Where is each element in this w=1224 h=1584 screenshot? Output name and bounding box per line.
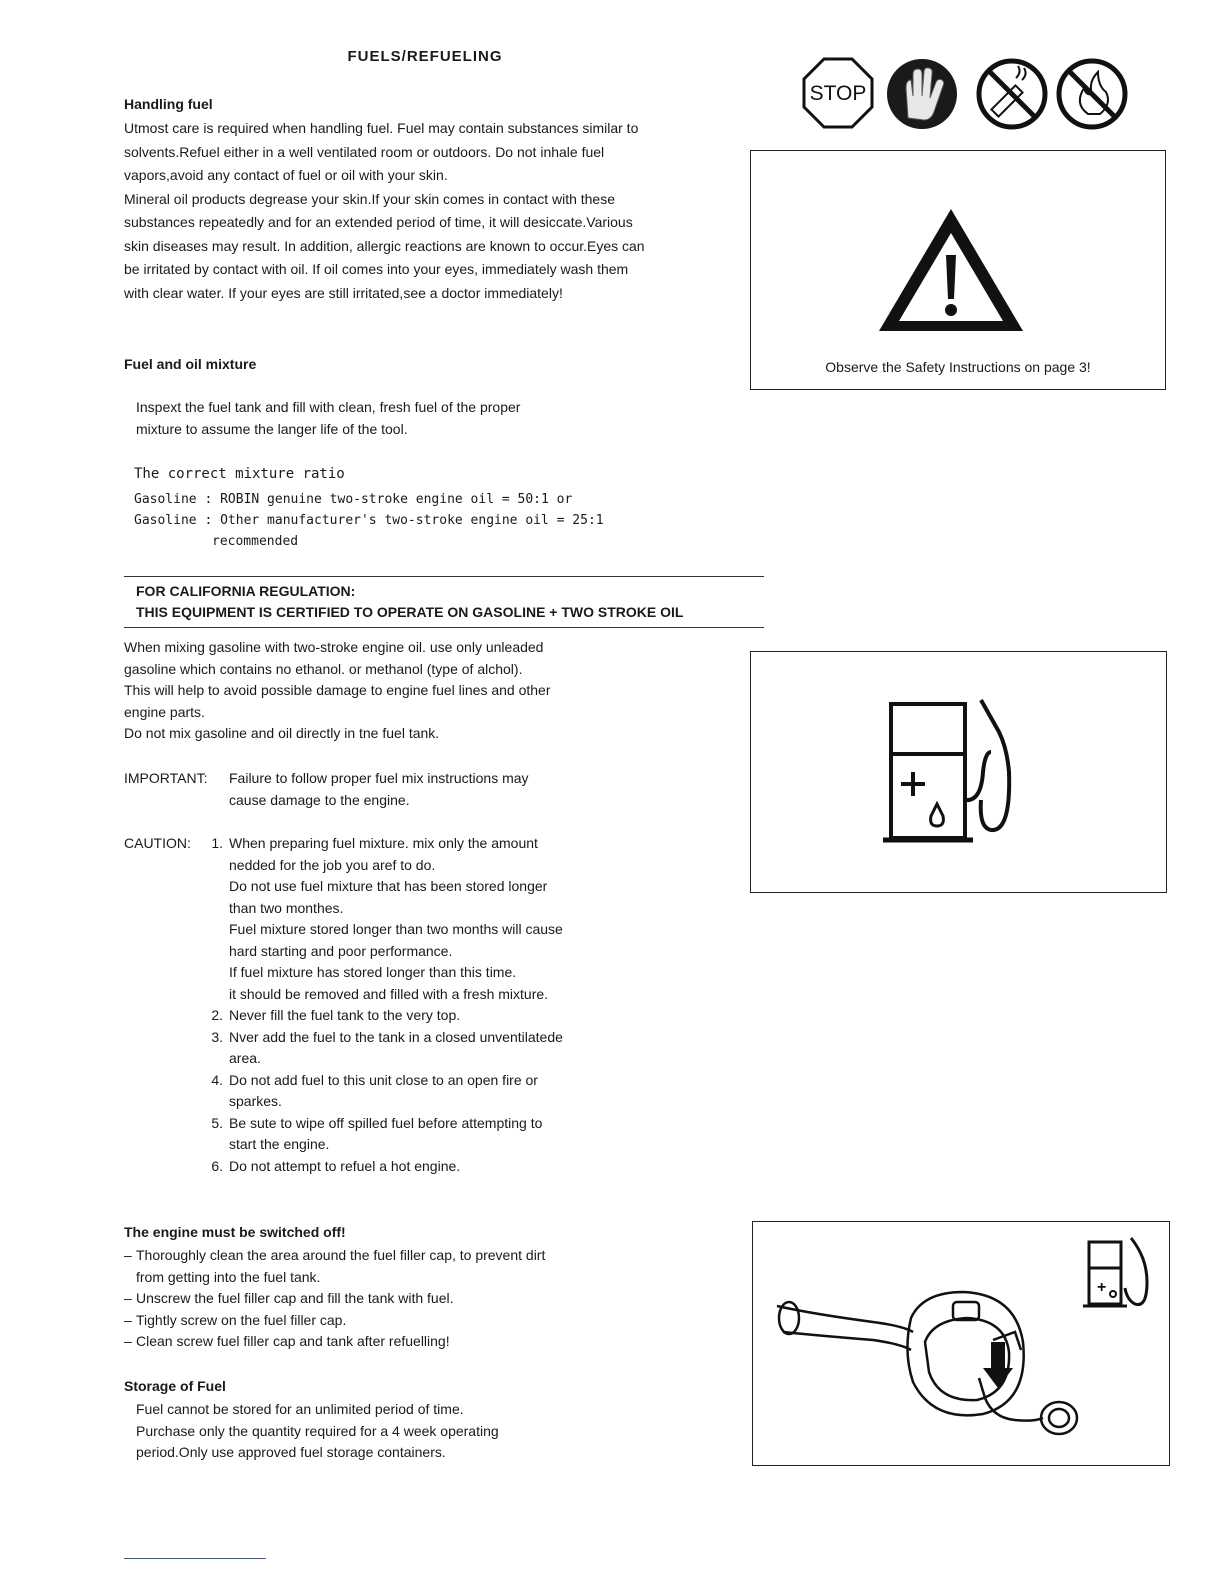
text-line: nedded for the job you aref to do. — [229, 856, 436, 873]
list-item — [124, 1245, 644, 1288]
fuel-pump-icon — [881, 692, 1031, 852]
mixture-ratio-line: Gasoline : Other manufacturer's two-stroke engine oil = 25:1 — [134, 513, 604, 528]
fuel-pump-box — [750, 651, 1167, 893]
text-line: Do not add fuel to this unit close to an open fire or — [229, 1071, 538, 1088]
gloves-icon — [887, 59, 957, 129]
caution-label: CAUTION: — [124, 835, 191, 851]
footnote-rule — [124, 1558, 266, 1559]
list-item — [124, 1288, 644, 1310]
text-line: cause damage to the engine. — [229, 791, 410, 808]
text-line: Clean screw fuel filler cap and tank after refuelling! — [136, 1333, 450, 1349]
text-line: If fuel mixture has stored longer than this time. — [229, 964, 517, 980]
list-number: 5. — [211, 1114, 223, 1131]
important-label: IMPORTANT: — [124, 770, 208, 786]
no-open-flame-icon — [1059, 61, 1125, 127]
text-line: Do not attempt to refuel a hot engine. — [229, 1157, 461, 1174]
stop-sign-label: STOP — [809, 82, 867, 105]
list-item — [205, 1070, 645, 1113]
warning-caption: Observe the Safety Instructions on page 3! — [825, 359, 1091, 375]
text-line: sparkes. — [229, 1093, 282, 1109]
text-line: Tightly screw on the fuel filler cap. — [136, 1311, 347, 1328]
engine-drawing — [777, 1292, 1077, 1434]
dash-marker: – — [124, 1311, 132, 1328]
mixture-ratio-line: recommended — [212, 534, 299, 549]
divider — [124, 627, 764, 628]
caution-list — [205, 833, 645, 1177]
text-line: it should be removed and filled with a fresh mixture. — [229, 985, 549, 1002]
list-item — [205, 1113, 645, 1156]
list-item — [205, 833, 645, 1005]
text-line: Nver add the fuel to the tank in a closed unventilatede — [229, 1028, 563, 1045]
text-line: Thoroughly clean the area around the fuel filler cap, to prevent dirt — [136, 1247, 546, 1263]
storage-heading: Storage of Fuel — [124, 1378, 226, 1394]
dash-marker: – — [124, 1247, 132, 1263]
text-line: Mineral oil products degrease your skin.If your skin comes in contact with these — [124, 190, 616, 207]
text-line: area. — [229, 1050, 261, 1066]
list-number: 6. — [211, 1157, 223, 1174]
text-line: Utmost care is required when handling fuel. Fuel may contain substances similar to — [124, 120, 639, 136]
engine-refueling-illustration — [753, 1222, 1169, 1465]
small-fuel-pump-icon — [1083, 1238, 1147, 1306]
important-text — [229, 768, 649, 811]
california-line-2: THIS EQUIPMENT IS CERTIFIED TO OPERATE ON GASOLINE + TWO STROKE OIL — [136, 604, 684, 620]
list-item — [124, 1331, 644, 1353]
no-smoking-icon — [979, 61, 1045, 127]
california-line-1: FOR CALIFORNIA REGULATION: — [136, 583, 356, 599]
mixture-ratio-line: Gasoline : ROBIN genuine two-stroke engine oil = 50:1 or — [134, 492, 573, 507]
stop-sign-icon — [804, 59, 872, 127]
text-line: Do not mix gasoline and oil directly in tne fuel tank. — [124, 725, 440, 741]
text-line: gasoline which contains no ethanol. or methanol (type of alchol). — [124, 660, 523, 677]
text-line: engine parts. — [124, 703, 205, 720]
mixture-heading: Fuel and oil mixture — [124, 356, 257, 372]
list-item — [205, 1005, 645, 1027]
list-number: 2. — [211, 1007, 223, 1023]
text-line: with clear water. If your eyes are still irritated,see a doctor immediately! — [124, 284, 563, 301]
dash-marker: – — [124, 1290, 132, 1306]
engine-off-list — [124, 1245, 644, 1353]
text-line: Inspext the fuel tank and fill with clean, fresh fuel of the proper — [136, 399, 521, 415]
mixture-intro — [136, 397, 696, 440]
text-line: be irritated by contact with oil. If oil comes into your eyes, immediately wash them — [124, 261, 629, 277]
text-line: Never fill the fuel tank to the very top. — [229, 1007, 461, 1023]
list-item — [124, 1310, 644, 1332]
text-line: skin diseases may result. In addition, allergic reactions are known to occur.Eyes can — [124, 237, 645, 254]
text-line: mixture to assume the langer life of the tool. — [136, 420, 408, 437]
page-title: FUELS/REFUELING — [347, 48, 503, 65]
list-item — [205, 1027, 645, 1070]
text-line: hard starting and poor performance. — [229, 942, 453, 959]
mixing-paragraph — [124, 637, 724, 745]
text-line: When mixing gasoline with two-stroke engine oil. use only unleaded — [124, 639, 544, 655]
divider — [124, 576, 764, 577]
text-line: Unscrew the fuel filler cap and fill the tank with fuel. — [136, 1290, 454, 1306]
text-line: vapors,avoid any contact of fuel or oil with your skin. — [124, 167, 448, 183]
handling-heading: Handling fuel — [124, 96, 213, 112]
text-line: Do not use fuel mixture that has been stored longer — [229, 878, 548, 894]
refueling-illustration-box — [752, 1221, 1170, 1466]
list-number: 3. — [211, 1028, 223, 1045]
text-line: than two monthes. — [229, 899, 344, 916]
text-line: This will help to avoid possible damage to engine fuel lines and other — [124, 682, 551, 698]
list-number: 4. — [211, 1071, 223, 1088]
text-line: Purchase only the quantity required for a 4 week operating — [136, 1422, 499, 1439]
dash-marker: – — [124, 1333, 132, 1349]
list-number: 1. — [211, 835, 223, 851]
warning-triangle-icon — [875, 203, 1027, 335]
text-line: Be sute to wipe off spilled fuel before attempting to — [229, 1114, 543, 1131]
text-line: period.Only use approved fuel storage containers. — [136, 1444, 446, 1460]
engine-off-heading: The engine must be switched off! — [124, 1224, 346, 1240]
text-line: Failure to follow proper fuel mix instructions may — [229, 770, 529, 786]
handling-paragraph — [124, 117, 744, 305]
text-line: start the engine. — [229, 1136, 330, 1152]
text-line: substances repeatedly and for an extended period of time, it will desiccate.Various — [124, 214, 633, 230]
text-line: Fuel mixture stored longer than two months will cause — [229, 921, 563, 937]
list-item — [205, 1156, 645, 1178]
text-line: Fuel cannot be stored for an unlimited period of time. — [136, 1401, 464, 1417]
text-line: from getting into the fuel tank. — [136, 1268, 321, 1285]
text-line: When preparing fuel mixture. mix only the amount — [229, 835, 538, 851]
safety-warning-box — [750, 150, 1166, 390]
text-line: solvents.Refuel either in a well ventilated room or outdoors. Do not inhale fuel — [124, 143, 605, 160]
safety-icons-row — [800, 56, 1130, 132]
storage-paragraph — [136, 1399, 656, 1464]
mixture-ratio-title: The correct mixture ratio — [134, 466, 345, 482]
svg-text:+: + — [1097, 1279, 1107, 1296]
